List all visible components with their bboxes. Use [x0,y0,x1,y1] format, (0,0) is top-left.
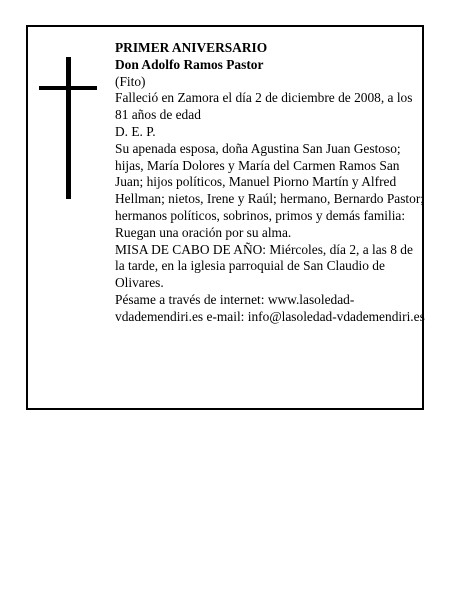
deceased-name: Don Adolfo Ramos Pastor [115,56,264,72]
notice-text [115,40,425,326]
mass-announcement: MISA DE CABO DE AÑO: Miércoles, día 2, a las 8 de la tarde, en la iglesia parroquial de San Claudio de Olivares. [115,241,413,291]
condolences-info: Pésame a través de internet: www.lasoledad-vdademendiri.es e-mail: info@lasoledad-vdademendiri.es [115,291,425,324]
rip-text: D. E. P. [115,123,156,139]
deceased-nickname: (Fito) [115,73,146,89]
obituary-notice [26,25,424,410]
prayer-request: Ruegan una oración por su alma. [115,224,292,240]
cross-vertical-bar [66,57,71,199]
death-details: Falleció en Zamora el día 2 de diciembre de 2008, a los 81 años de edad [115,90,413,123]
cross-horizontal-bar [39,86,97,90]
family-list: Su apenada esposa, doña Agustina San Juan Gestoso; hijas, María Dolores y María del Carmen Ramos San Juan; hijos políticos, Manuel Piorno Martín y Alfred Hellman; nietos, Irene y Raúl; hermano, Bernardo Pastor; hermanos políticos, sobrinos, primos y demás familia: [115,140,425,223]
notice-title: PRIMER ANIVERSARIO [115,40,268,55]
